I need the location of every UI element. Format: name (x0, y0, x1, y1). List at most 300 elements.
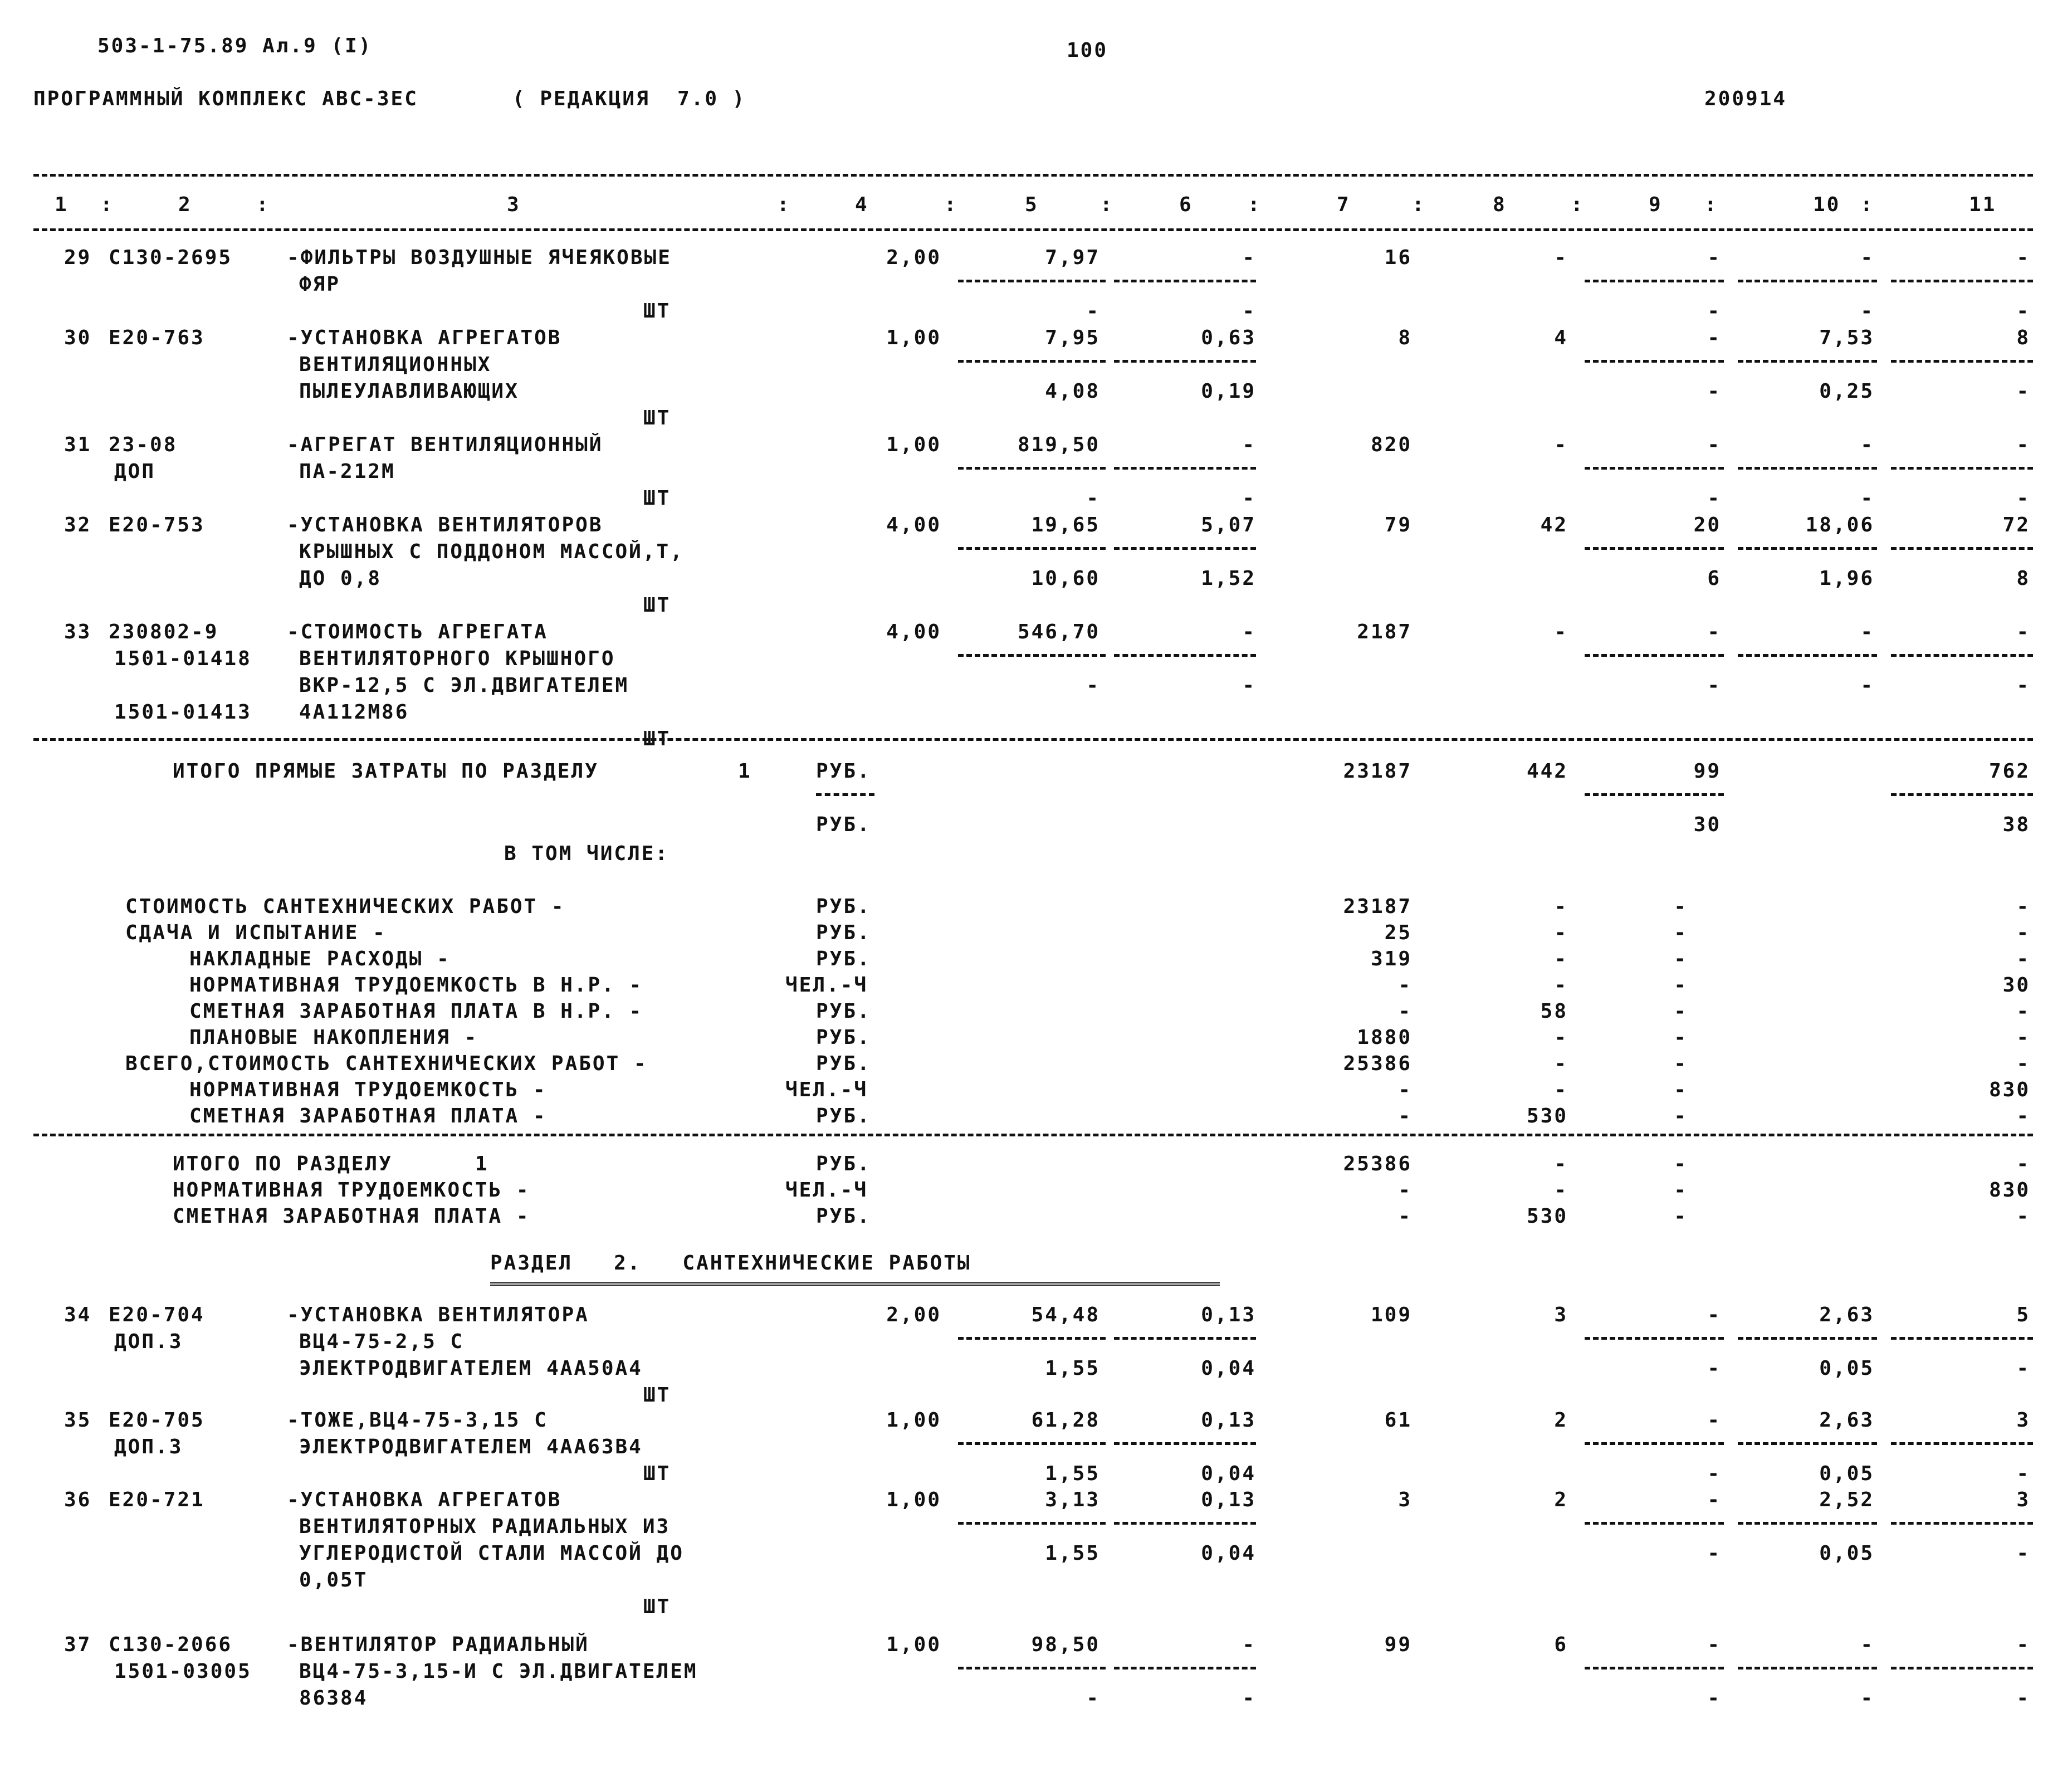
item-number: 35 (64, 1409, 92, 1432)
section-total-c11: - (2016, 1205, 2030, 1228)
item-c11-separator (1891, 547, 2033, 550)
item-unit: ШТ (643, 728, 671, 750)
item-c6-value2: 0,04 (1201, 1462, 1256, 1485)
item-c10-value: 2,63 (1819, 1409, 1874, 1432)
item-c8-value: - (1554, 433, 1568, 456)
item-c6-value2: - (1242, 487, 1256, 510)
column-header-separator: : (1704, 193, 1718, 216)
unit-separator (816, 793, 874, 796)
direct-costs-unit: РУБ. (816, 760, 871, 783)
item-c9-value: - (1707, 1304, 1721, 1326)
item-quantity: 2,00 (886, 246, 941, 269)
item-c5-separator (958, 1522, 1106, 1525)
summary-c8: - (1554, 948, 1568, 970)
section-total-c7: - (1398, 1179, 1412, 1202)
item-c6-value2: - (1242, 1687, 1256, 1710)
direct-costs-c11: 762 (1988, 760, 2030, 783)
item-quantity: 4,00 (886, 621, 941, 643)
item-c11-value2: 8 (2016, 567, 2030, 590)
summary-c11: - (2016, 921, 2030, 944)
item-c11-value2: - (2016, 300, 2030, 323)
item-name-line: -ФИЛЬТРЫ ВОЗДУШНЫЕ ЯЧЕЯКОВЫЕ (287, 246, 672, 269)
item-c8-value: - (1554, 246, 1568, 269)
item-c10-separator (1738, 280, 1877, 282)
direct-costs-section: 1 (738, 760, 752, 783)
item-c9-separator (1585, 1442, 1724, 1445)
summary-unit: РУБ. (816, 895, 871, 918)
item-code: 1501-01418 (114, 647, 252, 670)
item-number: 30 (64, 326, 92, 349)
item-c10-value2: 0,05 (1819, 1462, 1874, 1485)
item-name-line: ВЦ4-75-3,15-И С ЭЛ.ДВИГАТЕЛЕМ (299, 1660, 698, 1683)
item-c6-separator (1114, 360, 1256, 363)
item-c10-value: 2,63 (1819, 1304, 1874, 1326)
item-c5-value: 54,48 (1031, 1304, 1100, 1326)
item-code: ДОП.3 (114, 1330, 183, 1353)
item-c6-value: 0,13 (1201, 1304, 1256, 1326)
item-c5-value2: 1,55 (1045, 1542, 1100, 1565)
item-c10-value2: 0,05 (1819, 1357, 1874, 1380)
item-quantity: 1,00 (886, 326, 941, 349)
item-name-line: 86384 (299, 1687, 368, 1710)
column-header-3: 3 (507, 193, 521, 216)
item-c6-value: 0,63 (1201, 326, 1256, 349)
item-code: Е20-763 (109, 326, 205, 349)
item-c7-value: 79 (1384, 514, 1412, 536)
section-total-c9: - (1674, 1205, 1688, 1228)
item-c5-value2: - (1086, 1687, 1100, 1710)
item-c5-separator (958, 360, 1106, 363)
item-number: 31 (64, 433, 92, 456)
item-name-line: ВЦ4-75-2,5 С (299, 1330, 465, 1353)
item-c6-separator (1114, 1442, 1256, 1445)
section-total-c9: - (1674, 1179, 1688, 1202)
section-heading-underline (490, 1282, 1220, 1286)
item-c5-value: 61,28 (1031, 1409, 1100, 1432)
item-c10-separator (1738, 467, 1877, 470)
item-c11-value: 72 (2002, 514, 2030, 536)
item-code: С130-2066 (109, 1633, 233, 1656)
item-c11-value: 3 (2016, 1409, 2030, 1432)
section-total-c7: - (1398, 1205, 1412, 1228)
column-header-separator: : (777, 193, 791, 216)
item-c5-separator (958, 547, 1106, 550)
item-c8-value: - (1554, 621, 1568, 643)
item-name-line: ФЯР (299, 273, 341, 296)
item-c11-value: 3 (2016, 1488, 2030, 1511)
item-c5-value: 7,97 (1045, 246, 1100, 269)
item-c6-value: - (1242, 246, 1256, 269)
summary-unit: РУБ. (816, 1052, 871, 1075)
item-c6-value2: - (1242, 300, 1256, 323)
summary-unit: ЧЕЛ.-Ч (785, 1078, 868, 1101)
item-name-line: ПА-212М (299, 460, 395, 483)
item-c5-value2: 1,55 (1045, 1462, 1100, 1485)
summary-c7: 25 (1384, 921, 1412, 944)
item-c11-value: - (2016, 1633, 2030, 1656)
direct-costs-rule (33, 738, 2033, 741)
item-name-line: -АГРЕГАТ ВЕНТИЛЯЦИОННЫЙ (287, 433, 603, 456)
item-c5-value: 19,65 (1031, 514, 1100, 536)
item-c10-value2: - (1860, 487, 1874, 510)
item-c11-separator (1891, 360, 2033, 363)
item-c9-value: - (1707, 621, 1721, 643)
item-c6-separator (1114, 1337, 1256, 1340)
item-unit: ШТ (643, 300, 671, 323)
item-code: Е20-721 (109, 1488, 205, 1511)
item-c10-value2: 1,96 (1819, 567, 1874, 590)
item-c9-value2: - (1707, 380, 1721, 403)
item-c9-value2: - (1707, 1357, 1721, 1380)
item-c7-value: 16 (1384, 246, 1412, 269)
direct-costs-c9-2: 30 (1693, 813, 1721, 836)
summary-c9: - (1674, 974, 1688, 997)
item-c5-value: 819,50 (1017, 433, 1100, 456)
item-c5-value2: 1,55 (1045, 1357, 1100, 1380)
item-c8-value: 2 (1554, 1488, 1568, 1511)
item-c9-value2: - (1707, 1542, 1721, 1565)
item-c9-value2: - (1707, 487, 1721, 510)
item-c9-separator (1585, 360, 1724, 363)
direct-costs-c7: 23187 (1343, 760, 1412, 783)
item-c9-value2: - (1707, 1462, 1721, 1485)
item-number: 29 (64, 246, 92, 269)
including-label: В ТОМ ЧИСЛЕ: (504, 842, 670, 865)
summary-c7: 23187 (1343, 895, 1412, 918)
item-c6-value2: 0,19 (1201, 380, 1256, 403)
item-name-line: УГЛЕРОДИСТОЙ СТАЛИ МАССОЙ ДО (299, 1542, 684, 1565)
item-quantity: 1,00 (886, 433, 941, 456)
item-c9-separator (1585, 1522, 1724, 1525)
summary-c7: 25386 (1343, 1052, 1412, 1075)
item-c6-value: - (1242, 621, 1256, 643)
item-c6-value: - (1242, 433, 1256, 456)
summary-c8: - (1554, 1026, 1568, 1049)
item-name-line: ВЕНТИЛЯЦИОННЫХ (299, 353, 492, 376)
item-c8-value: 3 (1554, 1304, 1568, 1326)
item-c9-value: - (1707, 1409, 1721, 1432)
summary-c7: - (1398, 1078, 1412, 1101)
item-name-line: -ТОЖЕ,ВЦ4-75-3,15 С (287, 1409, 548, 1432)
summary-label: НАКЛАДНЫЕ РАСХОДЫ - (189, 948, 451, 970)
item-name-line: ЭЛЕКТРОДВИГАТЕЛЕМ 4АА63В4 (299, 1436, 643, 1458)
summary-c11: - (2016, 895, 2030, 918)
item-unit: ШТ (643, 1595, 671, 1618)
item-c9-value: - (1707, 433, 1721, 456)
column-header-4: 4 (855, 193, 869, 216)
item-c9-value2: - (1707, 674, 1721, 697)
item-c5-separator (958, 1337, 1106, 1340)
section-total-c8: 530 (1526, 1205, 1568, 1228)
summary-c8: 530 (1526, 1105, 1568, 1127)
item-c5-value2: - (1086, 487, 1100, 510)
summary-label: СМЕТНАЯ ЗАРАБОТНАЯ ПЛАТА В Н.Р. - (189, 1000, 643, 1023)
column-header-1: 1 (55, 193, 69, 216)
summary-c7: 319 (1370, 948, 1412, 970)
item-c8-value: 4 (1554, 326, 1568, 349)
item-c7-value: 61 (1384, 1409, 1412, 1432)
item-quantity: 1,00 (886, 1409, 941, 1432)
column-header-6: 6 (1179, 193, 1193, 216)
item-c11-value2: - (2016, 674, 2030, 697)
table-top-rule (33, 174, 2033, 177)
item-c6-value2: 0,04 (1201, 1542, 1256, 1565)
item-name-line: ЭЛЕКТРОДВИГАТЕЛЕМ 4АА50А4 (299, 1357, 643, 1380)
item-c11-separator (1891, 1667, 2033, 1669)
item-c9-separator (1585, 1337, 1724, 1340)
item-c6-value: 0,13 (1201, 1409, 1256, 1432)
item-unit: ШТ (643, 407, 671, 429)
summary-unit: РУБ. (816, 1026, 871, 1049)
program-title: ПРОГРАММНЫЙ КОМПЛЕКС АВС-ЗЕС (33, 87, 418, 110)
item-c9-separator (1585, 467, 1724, 470)
item-c6-separator (1114, 1667, 1256, 1669)
section-total-label: СМЕТНАЯ ЗАРАБОТНАЯ ПЛАТА - (173, 1205, 530, 1228)
item-number: 34 (64, 1304, 92, 1326)
column-header-rule (33, 228, 2033, 231)
item-c11-value: 5 (2016, 1304, 2030, 1326)
item-number: 37 (64, 1633, 92, 1656)
item-c5-separator (958, 1442, 1106, 1445)
summary-c9: - (1674, 1000, 1688, 1023)
summary-c8: - (1554, 1052, 1568, 1075)
summary-c11: 830 (1988, 1078, 2030, 1101)
section-total-c11: 830 (1988, 1179, 2030, 1202)
column-header-separator: : (1412, 193, 1426, 216)
item-c10-value: - (1860, 433, 1874, 456)
item-unit: ШТ (643, 487, 671, 510)
item-c5-value2: - (1086, 674, 1100, 697)
item-c11-value: - (2016, 621, 2030, 643)
item-c8-value: 2 (1554, 1409, 1568, 1432)
column-header-11: 11 (1969, 193, 1997, 216)
item-c5-separator (958, 280, 1106, 282)
summary-unit: РУБ. (816, 1000, 871, 1023)
item-c9-separator (1585, 547, 1724, 550)
summary-c8: - (1554, 974, 1568, 997)
item-c10-value2: - (1860, 1687, 1874, 1710)
item-number: 32 (64, 514, 92, 536)
column-header-2: 2 (178, 193, 192, 216)
summary-c9: - (1674, 1026, 1688, 1049)
item-name-line: КРЫШНЫХ С ПОДДОНОМ МАССОЙ,Т, (299, 540, 684, 563)
item-quantity: 1,00 (886, 1633, 941, 1656)
summary-c9: - (1674, 921, 1688, 944)
column-header-separator: : (1860, 193, 1874, 216)
item-c10-value: - (1860, 246, 1874, 269)
item-c10-value: 18,06 (1805, 514, 1874, 536)
summary-unit: РУБ. (816, 1105, 871, 1127)
column-header-separator: : (944, 193, 958, 216)
item-name-line: -УСТАНОВКА АГРЕГАТОВ (287, 326, 562, 349)
item-number: 36 (64, 1488, 92, 1511)
item-c5-value: 98,50 (1031, 1633, 1100, 1656)
item-code: ДОП (114, 460, 156, 483)
item-c6-value: 0,13 (1201, 1488, 1256, 1511)
item-c11-separator (1891, 1337, 2033, 1340)
item-c10-value: - (1860, 621, 1874, 643)
item-c11-separator (1891, 1442, 2033, 1445)
summary-label: ВСЕГО,СТОИМОСТЬ САНТЕХНИЧЕСКИХ РАБОТ - (125, 1052, 648, 1075)
item-c11-value: 8 (2016, 326, 2030, 349)
column-header-separator: : (1571, 193, 1585, 216)
item-c10-value2: - (1860, 300, 1874, 323)
item-name-line: ПЫЛЕУЛАВЛИВАЮЩИХ (299, 380, 519, 403)
item-code: 23-08 (109, 433, 178, 456)
c9-separator (1585, 793, 1724, 796)
item-c7-value: 109 (1370, 1304, 1412, 1326)
item-c6-separator (1114, 467, 1256, 470)
item-c10-value2: 0,05 (1819, 1542, 1874, 1565)
item-c11-value2: - (2016, 380, 2030, 403)
summary-c8: - (1554, 1078, 1568, 1101)
item-c5-value2: 10,60 (1031, 567, 1100, 590)
item-c11-value2: - (2016, 487, 2030, 510)
item-c11-value: - (2016, 433, 2030, 456)
document-code: 503-1-75.89 Ал.9 (I) (97, 35, 373, 57)
section-total-unit: РУБ. (816, 1153, 871, 1175)
c11-separator (1891, 793, 2033, 796)
item-unit: ШТ (643, 1384, 671, 1407)
item-name-line: ДО 0,8 (299, 567, 382, 590)
item-unit: ШТ (643, 594, 671, 617)
item-c5-value: 7,95 (1045, 326, 1100, 349)
section-total-c8: - (1554, 1179, 1568, 1202)
section-total-label: ИТОГО ПО РАЗДЕЛУ 1 (173, 1153, 489, 1175)
summary-c7: - (1398, 1000, 1412, 1023)
section-total-unit: РУБ. (816, 1205, 871, 1228)
item-c5-value: 546,70 (1017, 621, 1100, 643)
summary-unit: РУБ. (816, 948, 871, 970)
item-c10-value: - (1860, 1633, 1874, 1656)
section-total-c7: 25386 (1343, 1153, 1412, 1175)
summary-c11: - (2016, 948, 2030, 970)
item-c8-value: 42 (1540, 514, 1568, 536)
item-c7-value: 8 (1398, 326, 1412, 349)
column-header-8: 8 (1493, 193, 1507, 216)
item-c9-value: - (1707, 1633, 1721, 1656)
item-c5-separator (958, 467, 1106, 470)
item-c5-separator (958, 1667, 1106, 1669)
summary-c11: - (2016, 1105, 2030, 1127)
summary-unit: РУБ. (816, 921, 871, 944)
item-name-line: -УСТАНОВКА АГРЕГАТОВ (287, 1488, 562, 1511)
column-header-separator: : (256, 193, 270, 216)
item-c11-value2: - (2016, 1357, 2030, 1380)
item-name-line: 4А112М86 (299, 701, 409, 724)
item-name-line: 0,05Т (299, 1569, 368, 1592)
item-c9-value: - (1707, 246, 1721, 269)
column-header-separator: : (1248, 193, 1262, 216)
item-code: 1501-01413 (114, 701, 252, 724)
summary-c7: - (1398, 974, 1412, 997)
section-total-unit: ЧЕЛ.-Ч (785, 1179, 868, 1202)
item-unit: ШТ (643, 1462, 671, 1485)
direct-costs-c11-2: 38 (2002, 813, 2030, 836)
column-header-7: 7 (1337, 193, 1351, 216)
item-c10-separator (1738, 360, 1877, 363)
item-c7-value: 3 (1398, 1488, 1412, 1511)
item-code: Е20-753 (109, 514, 205, 536)
section-heading: РАЗДЕЛ 2. САНТЕХНИЧЕСКИЕ РАБОТЫ (490, 1252, 971, 1275)
item-name-line: -УСТАНОВКА ВЕНТИЛЯТОРА (287, 1304, 589, 1326)
section-total-c11: - (2016, 1153, 2030, 1175)
item-c9-value2: 6 (1707, 567, 1721, 590)
item-c6-separator (1114, 280, 1256, 282)
section-total-label: НОРМАТИВНАЯ ТРУДОЕМКОСТЬ - (173, 1179, 530, 1202)
column-header-separator: : (100, 193, 114, 216)
summary-c8: - (1554, 921, 1568, 944)
item-c6-value2: - (1242, 674, 1256, 697)
summary-c9: - (1674, 948, 1688, 970)
item-c9-value2: - (1707, 1687, 1721, 1710)
item-name-line: -СТОИМОСТЬ АГРЕГАТА (287, 621, 548, 643)
item-quantity: 2,00 (886, 1304, 941, 1326)
direct-costs-c8: 442 (1526, 760, 1568, 783)
page-number: 100 (1067, 39, 1108, 62)
item-c10-value2: - (1860, 674, 1874, 697)
item-c8-value: 6 (1554, 1633, 1568, 1656)
summary-c11: - (2016, 1000, 2030, 1023)
item-c10-separator (1738, 1337, 1877, 1340)
summary-label: СМЕТНАЯ ЗАРАБОТНАЯ ПЛАТА - (189, 1105, 547, 1127)
summary-c9: - (1674, 1052, 1688, 1075)
item-code: ДОП.3 (114, 1436, 183, 1458)
item-c6-value2: 0,04 (1201, 1357, 1256, 1380)
summary-c9: - (1674, 1078, 1688, 1101)
summary-label: СТОИМОСТЬ САНТЕХНИЧЕСКИХ РАБОТ - (125, 895, 565, 918)
item-c11-value2: - (2016, 1687, 2030, 1710)
item-c5-value2: - (1086, 300, 1100, 323)
item-name-line: -УСТАНОВКА ВЕНТИЛЯТОРОВ (287, 514, 603, 536)
direct-costs-label: ИТОГО ПРЯМЫЕ ЗАТРАТЫ ПО РАЗДЕЛУ (173, 760, 599, 783)
item-c11-separator (1891, 1522, 2033, 1525)
item-c6-value2: 1,52 (1201, 567, 1256, 590)
date-code: 200914 (1704, 87, 1787, 110)
item-c10-separator (1738, 547, 1877, 550)
summary-c7: 1880 (1357, 1026, 1412, 1049)
item-c9-value2: - (1707, 300, 1721, 323)
item-c10-separator (1738, 654, 1877, 657)
item-c6-separator (1114, 1522, 1256, 1525)
item-c11-value2: - (2016, 1542, 2030, 1565)
item-c10-value: 2,52 (1819, 1488, 1874, 1511)
item-c5-value2: 4,08 (1045, 380, 1100, 403)
item-quantity: 4,00 (886, 514, 941, 536)
section-total-rule (33, 1134, 2033, 1136)
item-code: Е20-705 (109, 1409, 205, 1432)
summary-c7: - (1398, 1105, 1412, 1127)
item-c11-value2: - (2016, 1462, 2030, 1485)
item-c11-separator (1891, 467, 2033, 470)
item-c5-separator (958, 654, 1106, 657)
item-c11-separator (1891, 280, 2033, 282)
item-c9-separator (1585, 1667, 1724, 1669)
item-c7-value: 2187 (1357, 621, 1412, 643)
item-c7-value: 99 (1384, 1633, 1412, 1656)
item-name-line: -ВЕНТИЛЯТОР РАДИАЛЬНЫЙ (287, 1633, 589, 1656)
column-header-5: 5 (1025, 193, 1039, 216)
summary-c9: - (1674, 1105, 1688, 1127)
item-c10-separator (1738, 1442, 1877, 1445)
summary-c8: - (1554, 895, 1568, 918)
summary-c9: - (1674, 895, 1688, 918)
item-name-line: ВЕНТИЛЯТОРНОГО КРЫШНОГО (299, 647, 615, 670)
item-c11-value: - (2016, 246, 2030, 269)
item-c9-separator (1585, 280, 1724, 282)
item-c10-value2: 0,25 (1819, 380, 1874, 403)
item-c6-value: - (1242, 1633, 1256, 1656)
